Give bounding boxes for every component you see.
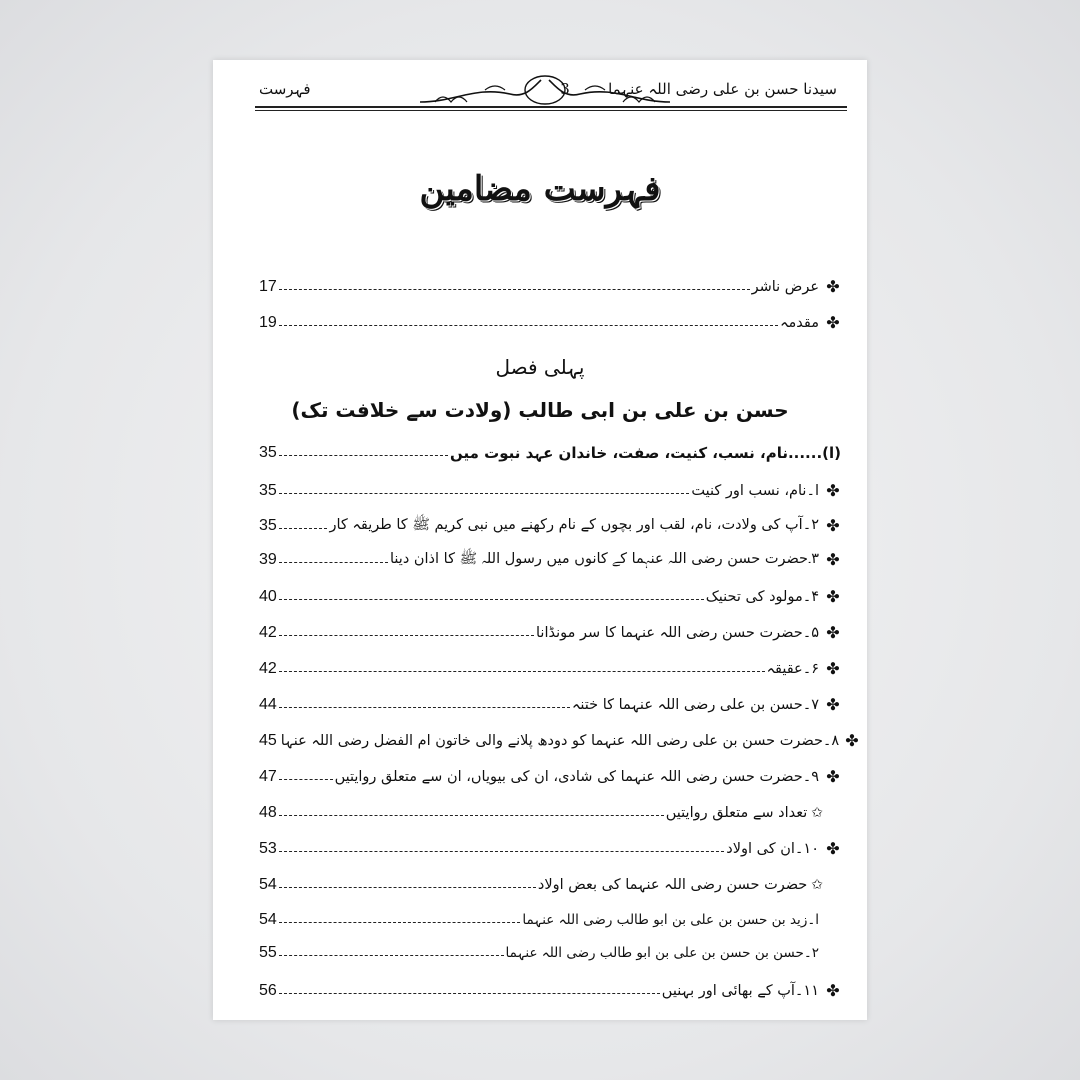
toc-entry — [259, 478, 841, 504]
bullet-icon: ✤ — [845, 731, 859, 750]
entry-page-number: 55 — [259, 944, 277, 961]
book-page — [213, 60, 867, 1020]
entry-page-number: 42 — [259, 624, 277, 641]
leader-dashes — [279, 325, 778, 326]
toc-entry — [259, 513, 841, 539]
header-left-text: فہرست — [259, 80, 311, 98]
header-rule — [255, 106, 847, 108]
bullet-icon: ✤ — [826, 277, 840, 296]
toc-entry — [259, 310, 841, 336]
entry-page-number: 17 — [259, 278, 277, 295]
leader-dashes — [279, 289, 750, 290]
bullet-icon: ✤ — [826, 695, 840, 714]
entry-page-number: 56 — [259, 982, 277, 999]
entry-title: ۲۔آپ کی ولادت، نام، لقب اور بچوں کے نام رکھنے میں نبی کریم ﷺ کا طریقہ کار — [329, 516, 819, 533]
toc-entry — [259, 274, 841, 300]
entry-page-number: 54 — [259, 911, 277, 928]
leader-dashes — [279, 815, 664, 816]
toc-entry — [259, 656, 841, 682]
entry-page-number: 42 — [259, 660, 277, 677]
toc-entry — [259, 584, 841, 610]
toc-entry — [259, 872, 823, 898]
toc-entry — [259, 907, 819, 933]
leader-dashes — [279, 528, 328, 529]
entry-page-number: 45 — [259, 732, 277, 749]
leader-dashes — [279, 455, 448, 456]
toc-entry — [259, 764, 841, 790]
star-icon: ✩ — [811, 877, 823, 893]
bullet-icon: ✤ — [826, 550, 840, 569]
toc-entry — [259, 620, 841, 646]
entry-title: ۴۔مولود کی تحنیک — [705, 589, 819, 605]
section-heading: پہلی فصل — [495, 355, 585, 379]
entry-title: (ا)......نام، نسب، کنیت، صفت، خاندان عہد نبوت میں — [450, 444, 841, 462]
toc-entry — [259, 940, 819, 966]
entry-title: ۵۔حضرت حسن رضی اللہ عنہما کا سر مونڈانا — [535, 625, 819, 641]
entry-page-number: 40 — [259, 588, 277, 605]
entry-title: ا۔نام، نسب اور کنیت — [691, 483, 819, 499]
bullet-icon: ✤ — [826, 659, 840, 678]
entry-page-number: 48 — [259, 804, 277, 821]
toc-entry — [259, 836, 841, 862]
bullet-icon: ✤ — [826, 313, 840, 332]
page-number: 3 — [560, 80, 570, 98]
header-rule-thin — [255, 110, 847, 111]
entry-page-number: 35 — [259, 517, 277, 534]
entry-page-number: 35 — [259, 482, 277, 499]
entry-page-number: 39 — [259, 551, 277, 568]
bullet-icon: ✤ — [826, 981, 840, 1000]
toc-entry — [259, 978, 841, 1004]
bullet-icon: ✤ — [826, 623, 840, 642]
entry-title: ۳۔حضرت حسن رضی اللہ عنہما کے کانوں میں رسول اللہ ﷺ کا اذان دینا — [389, 550, 819, 567]
leader-dashes — [279, 779, 333, 780]
leader-dashes — [279, 635, 534, 636]
bullet-icon: ✤ — [826, 839, 840, 858]
entry-title: ۶۔عقیقہ — [766, 661, 819, 677]
entry-title: ۷۔حسن بن علی رضی اللہ عنہما کا ختنہ — [571, 697, 819, 713]
entry-title: ۹۔حضرت حسن رضی اللہ عنہما کی شادی، ان کی بیویاں، ان سے متعلق روایتیں — [334, 769, 819, 785]
entry-page-number: 47 — [259, 768, 277, 785]
toc-entry — [259, 728, 859, 754]
leader-dashes — [279, 922, 521, 923]
entry-page-number: 44 — [259, 696, 277, 713]
entry-title: حضرت حسن رضی اللہ عنہما کی بعض اولاد — [537, 877, 808, 893]
entry-title: ۱۱۔آپ کے بھائی اور بہنیں — [661, 983, 819, 999]
leader-dashes — [279, 887, 536, 888]
entry-title: ا۔زید بن حسن بن علی بن ابو طالب رضی اللہ عنہما — [522, 912, 819, 928]
entry-page-number: 19 — [259, 314, 277, 331]
leader-dashes — [279, 493, 690, 494]
leader-dashes — [279, 707, 570, 708]
entry-title: ۸۔حضرت حسن بن علی رضی اللہ عنہما کو دودھ پلانے والی خاتون ام الفضل رضی اللہ عنہا — [280, 733, 840, 749]
leader-dashes — [279, 851, 724, 852]
toc-entry — [259, 800, 823, 826]
bullet-icon: ✤ — [826, 767, 840, 786]
toc-entry — [259, 440, 841, 466]
leader-dashes — [279, 993, 660, 994]
entry-title: تعداد سے متعلق روایتیں — [665, 805, 808, 821]
section-subheading: حسن بن علی بن ابی طالب (ولادت سے خلافت تک) — [291, 398, 789, 422]
entry-title: عرض ناشر — [751, 279, 819, 295]
header-right-text: سیدنا حسن بن علی رضی اللہ عنہما — [608, 80, 837, 98]
entry-page-number: 54 — [259, 876, 277, 893]
toc-title: فہرست مضامین — [419, 169, 661, 209]
page-header — [255, 72, 847, 122]
leader-dashes — [279, 599, 704, 600]
bullet-icon: ✤ — [826, 587, 840, 606]
entry-title: مقدمہ — [780, 315, 819, 331]
entry-title: ۲۔حسن بن حسن بن علی بن ابو طالب رضی اللہ عنہما — [505, 945, 819, 961]
entry-page-number: 53 — [259, 840, 277, 857]
leader-dashes — [279, 671, 765, 672]
bullet-icon: ✤ — [826, 516, 840, 535]
entry-page-number: 35 — [259, 444, 277, 461]
entry-title: ۱۰۔ان کی اولاد — [726, 841, 819, 857]
bullet-icon: ✤ — [826, 481, 840, 500]
leader-dashes — [279, 562, 388, 563]
toc-entry — [259, 547, 841, 573]
toc-entry — [259, 692, 841, 718]
leader-dashes — [279, 955, 504, 956]
star-icon: ✩ — [811, 805, 823, 821]
